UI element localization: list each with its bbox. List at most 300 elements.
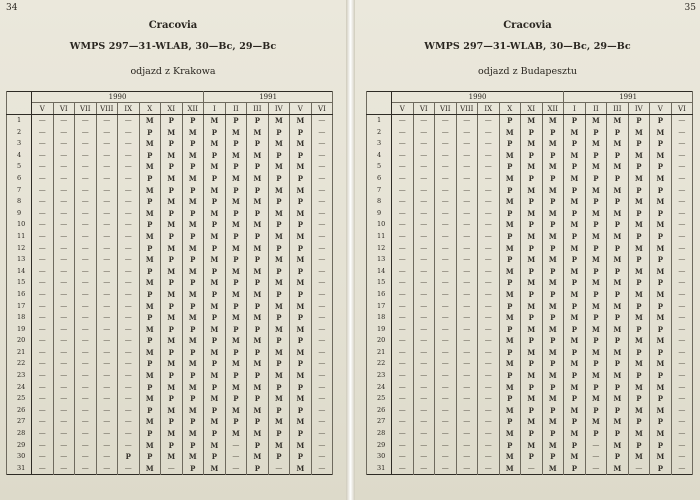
schedule-cell: —	[435, 335, 457, 347]
schedule-cell: M	[542, 463, 564, 475]
table-row	[7, 138, 333, 150]
schedule-cell: M	[290, 393, 312, 405]
day-number: 7	[367, 185, 392, 197]
day-number: 23	[7, 370, 32, 382]
schedule-cell: P	[628, 440, 650, 452]
schedule-cell: —	[392, 208, 414, 220]
schedule-cell: M	[161, 428, 183, 440]
schedule-cell: P	[268, 196, 290, 208]
schedule-cell: —	[478, 347, 500, 359]
day-number: 30	[7, 451, 32, 463]
schedule-cell: —	[413, 185, 435, 197]
schedule-cell: —	[435, 243, 457, 255]
schedule-cell: —	[435, 231, 457, 243]
schedule-cell: M	[628, 173, 650, 185]
schedule-cell: P	[247, 370, 269, 382]
schedule-cell: —	[671, 173, 693, 185]
schedule-cell: M	[607, 185, 629, 197]
day-number: 15	[367, 277, 392, 289]
direction-label: odjazd z Krakowa	[130, 66, 216, 77]
schedule-cell: —	[413, 324, 435, 336]
schedule-cell: M	[564, 150, 586, 162]
schedule-cell: M	[247, 266, 269, 278]
schedule-cell: —	[32, 335, 54, 347]
schedule-cell: —	[118, 416, 140, 428]
schedule-cell: —	[413, 173, 435, 185]
schedule-cell: —	[478, 312, 500, 324]
schedule-cell: M	[499, 173, 521, 185]
schedule-cell: P	[650, 231, 672, 243]
schedule-cell: M	[521, 161, 543, 173]
schedule-cell: M	[204, 440, 226, 452]
schedule-cell: —	[392, 463, 414, 475]
schedule-cell: —	[118, 393, 140, 405]
schedule-cell: —	[413, 138, 435, 150]
schedule-cell: M	[204, 208, 226, 220]
schedule-cell: P	[521, 173, 543, 185]
schedule-cell: P	[628, 185, 650, 197]
schedule-cell: —	[456, 358, 478, 370]
schedule-cell: —	[96, 243, 118, 255]
schedule-cell: —	[478, 324, 500, 336]
schedule-cell: M	[290, 115, 312, 127]
schedule-cell: P	[204, 219, 226, 231]
schedule-cell: P	[521, 289, 543, 301]
schedule-cell: —	[118, 370, 140, 382]
schedule-cell: P	[161, 370, 183, 382]
schedule-cell: —	[96, 370, 118, 382]
schedule-cell: P	[290, 219, 312, 231]
schedule-cell: M	[628, 451, 650, 463]
schedule-cell: P	[225, 138, 247, 150]
schedule-cell: P	[139, 196, 161, 208]
table-row	[7, 451, 333, 463]
schedule-cell: —	[671, 289, 693, 301]
day-number: 12	[7, 243, 32, 255]
day-number: 16	[367, 289, 392, 301]
schedule-cell: —	[413, 231, 435, 243]
corner-cell	[7, 103, 32, 115]
schedule-cell: M	[225, 382, 247, 394]
schedule-cell: M	[585, 208, 607, 220]
schedule-cell: P	[628, 161, 650, 173]
schedule-cell: —	[118, 243, 140, 255]
schedule-cell: P	[204, 405, 226, 417]
schedule-cell: —	[456, 196, 478, 208]
schedule-cell: —	[96, 208, 118, 220]
schedule-cell: —	[478, 405, 500, 417]
page-number: 34	[6, 3, 18, 13]
schedule-cell: M	[139, 161, 161, 173]
month-header: I	[204, 103, 226, 115]
schedule-cell: P	[204, 382, 226, 394]
table-row	[7, 289, 333, 301]
schedule-cell: M	[607, 324, 629, 336]
month-header: IV	[268, 103, 290, 115]
schedule-cell: P	[161, 277, 183, 289]
day-number: 8	[367, 196, 392, 208]
schedule-cell: M	[564, 451, 586, 463]
schedule-cell: M	[521, 115, 543, 127]
day-number: 19	[7, 324, 32, 336]
schedule-cell: M	[204, 301, 226, 313]
schedule-cell: —	[53, 150, 75, 162]
schedule-cell: M	[628, 405, 650, 417]
schedule-cell: P	[499, 185, 521, 197]
schedule-cell: P	[247, 416, 269, 428]
schedule-cell: —	[413, 161, 435, 173]
schedule-cell: M	[542, 231, 564, 243]
schedule-cell: —	[392, 161, 414, 173]
schedule-cell: —	[32, 173, 54, 185]
schedule-cell: —	[456, 301, 478, 313]
schedule-cell: —	[32, 127, 54, 139]
day-number: 13	[367, 254, 392, 266]
table-row	[367, 231, 693, 243]
schedule-cell: —	[456, 115, 478, 127]
schedule-cell: —	[53, 173, 75, 185]
schedule-cell: —	[435, 277, 457, 289]
schedule-cell: —	[32, 231, 54, 243]
schedule-cell: —	[392, 115, 414, 127]
schedule-cell: M	[182, 173, 204, 185]
schedule-cell: P	[225, 231, 247, 243]
schedule-cell: P	[564, 440, 586, 452]
schedule-cell: M	[182, 289, 204, 301]
schedule-cell: P	[268, 266, 290, 278]
schedule-cell: —	[311, 161, 333, 173]
schedule-cell: —	[75, 219, 97, 231]
schedule-cell: M	[247, 150, 269, 162]
schedule-cell: —	[478, 289, 500, 301]
schedule-cell: M	[182, 150, 204, 162]
schedule-cell: —	[478, 428, 500, 440]
schedule-cell: —	[32, 428, 54, 440]
schedule-cell: P	[521, 358, 543, 370]
schedule-cell: —	[53, 312, 75, 324]
schedule-cell: —	[413, 115, 435, 127]
schedule-cell: —	[478, 185, 500, 197]
schedule-cell: —	[53, 324, 75, 336]
schedule-cell: —	[225, 463, 247, 475]
schedule-cell: M	[542, 277, 564, 289]
day-number: 31	[367, 463, 392, 475]
schedule-cell: —	[478, 335, 500, 347]
schedule-cell: P	[204, 127, 226, 139]
day-number: 22	[7, 358, 32, 370]
schedule-cell: P	[650, 138, 672, 150]
schedule-cell: P	[650, 208, 672, 220]
schedule-cell: M	[225, 289, 247, 301]
schedule-cell: —	[671, 185, 693, 197]
schedule-cell: P	[650, 463, 672, 475]
schedule-cell: M	[247, 358, 269, 370]
schedule-cell: M	[161, 335, 183, 347]
schedule-cell: P	[290, 289, 312, 301]
schedule-cell: —	[671, 161, 693, 173]
schedule-cell: P	[161, 393, 183, 405]
schedule-cell: P	[564, 208, 586, 220]
schedule-cell: —	[435, 405, 457, 417]
schedule-cell: M	[204, 416, 226, 428]
schedule-cell: —	[671, 370, 693, 382]
schedule-cell: M	[564, 312, 586, 324]
schedule-cell: P	[542, 219, 564, 231]
schedule-cell: P	[521, 335, 543, 347]
day-number: 21	[7, 347, 32, 359]
direction-label: odjazd z Budapesztu	[478, 66, 577, 77]
day-number: 6	[7, 173, 32, 185]
day-number: 21	[367, 347, 392, 359]
schedule-cell: P	[182, 254, 204, 266]
schedule-cell: —	[392, 428, 414, 440]
schedule-cell: P	[225, 301, 247, 313]
schedule-cell: —	[32, 324, 54, 336]
schedule-cell: P	[499, 231, 521, 243]
schedule-cell: M	[521, 208, 543, 220]
schedule-cell: —	[671, 382, 693, 394]
schedule-cell: —	[161, 463, 183, 475]
table-row	[7, 440, 333, 452]
schedule-cell: P	[161, 254, 183, 266]
schedule-cell: P	[499, 254, 521, 266]
schedule-cell: P	[521, 451, 543, 463]
schedule-cell: P	[161, 301, 183, 313]
month-header: VI	[671, 103, 693, 115]
schedule-cell: —	[96, 405, 118, 417]
month-header: VII	[75, 103, 97, 115]
schedule-cell: —	[435, 150, 457, 162]
schedule-cell: M	[564, 289, 586, 301]
schedule-cell: —	[628, 463, 650, 475]
year-header-1990: 1990	[392, 92, 564, 103]
schedule-cell: —	[435, 347, 457, 359]
schedule-cell: P	[290, 243, 312, 255]
day-number: 14	[7, 266, 32, 278]
schedule-cell: —	[435, 382, 457, 394]
schedule-cell: M	[650, 335, 672, 347]
schedule-cell: P	[268, 451, 290, 463]
schedule-cell: P	[161, 161, 183, 173]
schedule-cell: —	[456, 393, 478, 405]
schedule-cell: —	[392, 196, 414, 208]
schedule-cell: P	[204, 428, 226, 440]
schedule-cell: P	[247, 161, 269, 173]
schedule-cell: —	[53, 393, 75, 405]
schedule-cell: —	[478, 138, 500, 150]
schedule-cell: —	[311, 127, 333, 139]
schedule-cell: —	[413, 219, 435, 231]
schedule-cell: —	[53, 405, 75, 417]
schedule-cell: P	[628, 115, 650, 127]
schedule-cell: —	[118, 405, 140, 417]
schedule-cell: —	[478, 451, 500, 463]
schedule-cell: —	[53, 127, 75, 139]
schedule-cell: —	[456, 161, 478, 173]
schedule-cell: —	[671, 219, 693, 231]
schedule-cell: P	[182, 370, 204, 382]
table-row	[367, 254, 693, 266]
schedule-cell: —	[435, 219, 457, 231]
schedule-cell: M	[607, 416, 629, 428]
schedule-cell: —	[671, 243, 693, 255]
schedule-cell: —	[392, 347, 414, 359]
schedule-cell: —	[75, 161, 97, 173]
schedule-cell: M	[139, 277, 161, 289]
schedule-cell: P	[650, 370, 672, 382]
schedule-cell: —	[413, 243, 435, 255]
schedule-cell: P	[521, 382, 543, 394]
schedule-cell: P	[499, 347, 521, 359]
day-number: 25	[7, 393, 32, 405]
schedule-cell: —	[32, 370, 54, 382]
schedule-cell: P	[290, 150, 312, 162]
schedule-cell: P	[182, 115, 204, 127]
table-row	[367, 347, 693, 359]
schedule-cell: M	[268, 208, 290, 220]
schedule-cell: —	[96, 301, 118, 313]
schedule-cell: —	[435, 115, 457, 127]
schedule-cell: —	[413, 393, 435, 405]
schedule-cell: P	[585, 173, 607, 185]
schedule-cell: M	[204, 231, 226, 243]
schedule-cell: —	[53, 289, 75, 301]
schedule-cell: P	[628, 416, 650, 428]
schedule-cell: P	[564, 231, 586, 243]
table-row	[367, 440, 693, 452]
schedule-cell: M	[268, 161, 290, 173]
schedule-cell: —	[53, 335, 75, 347]
schedule-cell: M	[182, 358, 204, 370]
schedule-cell: M	[650, 243, 672, 255]
schedule-cell: —	[118, 254, 140, 266]
schedule-cell: M	[628, 196, 650, 208]
schedule-cell: —	[75, 138, 97, 150]
schedule-cell: M	[499, 150, 521, 162]
schedule-cell: —	[311, 463, 333, 475]
schedule-cell: P	[521, 127, 543, 139]
schedule-cell: M	[139, 301, 161, 313]
schedule-cell: —	[585, 463, 607, 475]
schedule-cell: P	[628, 324, 650, 336]
schedule-cell: —	[435, 312, 457, 324]
schedule-cell: —	[118, 440, 140, 452]
schedule-cell: —	[53, 382, 75, 394]
schedule-cell: M	[499, 127, 521, 139]
schedule-cell: —	[75, 463, 97, 475]
schedule-cell: —	[75, 243, 97, 255]
schedule-cell: —	[671, 347, 693, 359]
schedule-cell: —	[96, 138, 118, 150]
schedule-cell: P	[585, 150, 607, 162]
month-header: V	[392, 103, 414, 115]
schedule-cell: M	[650, 451, 672, 463]
schedule-cell: P	[499, 161, 521, 173]
schedule-cell: —	[435, 208, 457, 220]
schedule-cell: M	[182, 451, 204, 463]
schedule-cell: —	[435, 370, 457, 382]
schedule-cell: M	[204, 370, 226, 382]
month-header: I	[564, 103, 586, 115]
schedule-cell: P	[225, 324, 247, 336]
schedule-cell: P	[650, 277, 672, 289]
schedule-cell: —	[53, 208, 75, 220]
schedule-cell: —	[118, 266, 140, 278]
schedule-cell: —	[435, 428, 457, 440]
schedule-cell: M	[290, 231, 312, 243]
schedule-cell: —	[75, 301, 97, 313]
table-row	[367, 196, 693, 208]
schedule-cell: P	[585, 196, 607, 208]
schedule-cell: —	[118, 127, 140, 139]
schedule-cell: —	[671, 416, 693, 428]
schedule-cell: —	[118, 312, 140, 324]
schedule-cell: M	[542, 324, 564, 336]
schedule-cell: —	[435, 324, 457, 336]
schedule-cell: —	[32, 358, 54, 370]
schedule-cell: —	[75, 335, 97, 347]
schedule-cell: M	[650, 266, 672, 278]
schedule-cell: P	[542, 127, 564, 139]
schedule-cell: M	[268, 277, 290, 289]
schedule-cell: P	[182, 463, 204, 475]
schedule-cell: —	[311, 312, 333, 324]
day-number: 18	[7, 312, 32, 324]
month-header: V	[32, 103, 54, 115]
schedule-cell: —	[413, 416, 435, 428]
schedule-cell: M	[161, 312, 183, 324]
schedule-cell: —	[478, 440, 500, 452]
schedule-cell: —	[392, 231, 414, 243]
schedule-cell: M	[650, 405, 672, 417]
schedule-cell: M	[290, 324, 312, 336]
table-row	[367, 393, 693, 405]
schedule-cell: M	[628, 243, 650, 255]
schedule-cell: —	[456, 231, 478, 243]
schedule-cell: P	[564, 416, 586, 428]
table-row	[7, 219, 333, 231]
schedule-cell: —	[75, 312, 97, 324]
schedule-cell: —	[585, 451, 607, 463]
schedule-cell: —	[118, 358, 140, 370]
schedule-cell: M	[628, 428, 650, 440]
schedule-cell: —	[96, 185, 118, 197]
schedule-cell: —	[75, 115, 97, 127]
schedule-cell: —	[392, 289, 414, 301]
day-number: 7	[7, 185, 32, 197]
schedule-cell: —	[75, 393, 97, 405]
schedule-cell: P	[139, 335, 161, 347]
schedule-cell: P	[204, 312, 226, 324]
schedule-cell: —	[311, 393, 333, 405]
schedule-cell: M	[161, 127, 183, 139]
schedule-cell: M	[161, 243, 183, 255]
schedule-cell: —	[32, 138, 54, 150]
schedule-cell: P	[204, 266, 226, 278]
schedule-cell: P	[542, 173, 564, 185]
schedule-cell: —	[392, 324, 414, 336]
table-row	[367, 312, 693, 324]
day-number: 3	[367, 138, 392, 150]
schedule-cell: —	[311, 405, 333, 417]
schedule-cell: M	[139, 416, 161, 428]
schedule-cell: P	[650, 393, 672, 405]
schedule-cell: —	[96, 277, 118, 289]
schedule-cell: —	[311, 324, 333, 336]
schedule-cell: —	[392, 382, 414, 394]
schedule-cell: P	[564, 161, 586, 173]
schedule-cell: M	[225, 335, 247, 347]
